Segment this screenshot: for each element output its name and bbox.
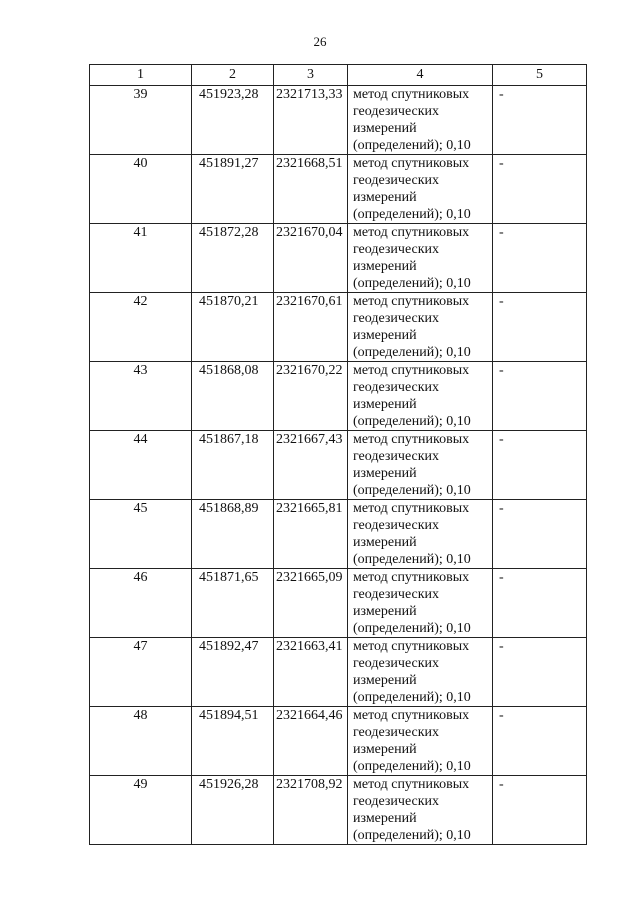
method-cell: метод спутниковых геодезических измерений (определений); 0,10 [348, 224, 493, 293]
column-header-3: 3 [274, 65, 348, 86]
x-coordinate-cell: 451868,89 [192, 500, 274, 569]
table-row [90, 638, 587, 707]
y-coordinate-cell: 2321713,33 [274, 86, 348, 155]
method-cell: метод спутниковых геодезических измерений (определений); 0,10 [348, 155, 493, 224]
column-header-1: 1 [90, 65, 192, 86]
method-cell: метод спутниковых геодезических измерений (определений); 0,10 [348, 86, 493, 155]
y-coordinate-cell: 2321665,81 [274, 500, 348, 569]
point-number-cell: 49 [90, 776, 192, 845]
column-header-5: 5 [493, 65, 587, 86]
note-cell: - [493, 500, 587, 569]
y-coordinate-cell: 2321668,51 [274, 155, 348, 224]
note-cell: - [493, 638, 587, 707]
point-number-cell: 43 [90, 362, 192, 431]
note-cell: - [493, 569, 587, 638]
table-header [90, 65, 587, 86]
y-coordinate-cell: 2321663,41 [274, 638, 348, 707]
note-cell: - [493, 431, 587, 500]
table-row [90, 224, 587, 293]
x-coordinate-cell: 451868,08 [192, 362, 274, 431]
table-row [90, 707, 587, 776]
x-coordinate-cell: 451926,28 [192, 776, 274, 845]
x-coordinate-cell: 451894,51 [192, 707, 274, 776]
column-header-2: 2 [192, 65, 274, 86]
note-cell: - [493, 155, 587, 224]
method-cell: метод спутниковых геодезических измерений (определений); 0,10 [348, 500, 493, 569]
method-cell: метод спутниковых геодезических измерений (определений); 0,10 [348, 638, 493, 707]
x-coordinate-cell: 451870,21 [192, 293, 274, 362]
y-coordinate-cell: 2321708,92 [274, 776, 348, 845]
y-coordinate-cell: 2321664,46 [274, 707, 348, 776]
page-number: 26 [313, 34, 327, 49]
y-coordinate-cell: 2321665,09 [274, 569, 348, 638]
x-coordinate-cell: 451867,18 [192, 431, 274, 500]
note-cell: - [493, 86, 587, 155]
point-number-cell: 39 [90, 86, 192, 155]
point-number-cell: 40 [90, 155, 192, 224]
note-cell: - [493, 707, 587, 776]
y-coordinate-cell: 2321670,04 [274, 224, 348, 293]
x-coordinate-cell: 451871,65 [192, 569, 274, 638]
note-cell: - [493, 362, 587, 431]
table-row [90, 362, 587, 431]
method-cell: метод спутниковых геодезических измерений (определений); 0,10 [348, 569, 493, 638]
table-row [90, 86, 587, 155]
x-coordinate-cell: 451892,47 [192, 638, 274, 707]
method-cell: метод спутниковых геодезических измерений (определений); 0,10 [348, 707, 493, 776]
point-number-cell: 44 [90, 431, 192, 500]
point-number-cell: 48 [90, 707, 192, 776]
method-cell: метод спутниковых геодезических измерений (определений); 0,10 [348, 362, 493, 431]
table-row [90, 776, 587, 845]
y-coordinate-cell: 2321670,61 [274, 293, 348, 362]
point-number-cell: 46 [90, 569, 192, 638]
y-coordinate-cell: 2321670,22 [274, 362, 348, 431]
table-row [90, 569, 587, 638]
coordinates-table [89, 64, 587, 845]
point-number-cell: 47 [90, 638, 192, 707]
table-row [90, 293, 587, 362]
point-number-cell: 42 [90, 293, 192, 362]
note-cell: - [493, 293, 587, 362]
y-coordinate-cell: 2321667,43 [274, 431, 348, 500]
x-coordinate-cell: 451891,27 [192, 155, 274, 224]
x-coordinate-cell: 451872,28 [192, 224, 274, 293]
method-cell: метод спутниковых геодезических измерений (определений); 0,10 [348, 293, 493, 362]
table-row [90, 500, 587, 569]
note-cell: - [493, 224, 587, 293]
note-cell: - [493, 776, 587, 845]
table-row [90, 155, 587, 224]
method-cell: метод спутниковых геодезических измерений (определений); 0,10 [348, 776, 493, 845]
x-coordinate-cell: 451923,28 [192, 86, 274, 155]
table-body [90, 86, 587, 845]
column-header-4: 4 [348, 65, 493, 86]
header-row [90, 65, 587, 86]
point-number-cell: 45 [90, 500, 192, 569]
method-cell: метод спутниковых геодезических измерений (определений); 0,10 [348, 431, 493, 500]
point-number-cell: 41 [90, 224, 192, 293]
table-row [90, 431, 587, 500]
